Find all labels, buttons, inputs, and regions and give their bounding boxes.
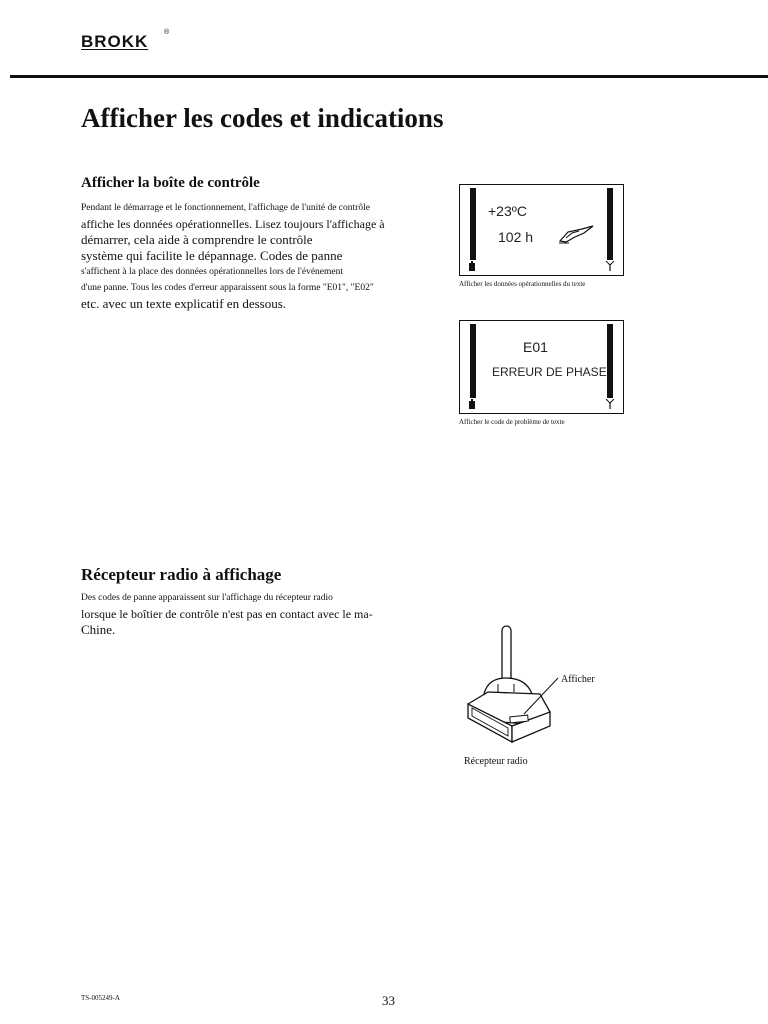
section-body-radio-receiver xyxy=(81,590,401,638)
text-line: lorsque le boîtier de contrôle n'est pas en contact avec le ma- xyxy=(81,607,373,621)
breaker-tool-icon xyxy=(557,221,597,245)
lcd-display-operational xyxy=(459,184,624,276)
brokk-logo: BROKK xyxy=(81,32,149,51)
text-line: Des codes de panne apparaissent sur l'affichage du récepteur radio xyxy=(81,593,333,603)
temperature-readout: +23ºC xyxy=(488,203,527,219)
lcd-right-bar xyxy=(607,324,613,398)
text-line: affiche les données opérationnelles. Lisez toujours l'affichage à xyxy=(81,217,385,231)
fault-message: ERREUR DE PHASE xyxy=(492,365,607,379)
section-title-radio-receiver: Récepteur radio à affichage xyxy=(81,565,282,584)
text-line: système qui facilite le dépannage. Codes de panne xyxy=(81,248,343,263)
text-line: s'affichent à la place des données opérationnelles lors de l'événement xyxy=(81,267,344,277)
text-line: démarrer, cela aide à comprendre le contrôle xyxy=(81,232,313,247)
lcd-right-bar xyxy=(607,188,613,260)
text-line: Pendant le démarrage et le fonctionnement, l'affichage de l'unité de contrôle xyxy=(81,203,370,213)
battery-icon xyxy=(468,399,477,409)
lcd-left-bar xyxy=(470,188,476,260)
battery-icon xyxy=(468,261,477,271)
header-divider xyxy=(10,75,768,78)
section-title-control-box: Afficher la boîte de contrôle xyxy=(81,175,260,191)
figure-caption-fault: Afficher le code de problème de texte xyxy=(459,418,565,426)
antenna-icon xyxy=(605,399,615,409)
text-line: Chine. xyxy=(81,622,116,637)
fault-code: E01 xyxy=(523,339,548,355)
lcd-left-bar xyxy=(470,324,476,398)
page-number: 33 xyxy=(382,993,395,1008)
figure-label-radio-receiver: Récepteur radio xyxy=(464,756,528,767)
document-reference: TS-005249-A xyxy=(81,994,120,1002)
registered-mark: ® xyxy=(164,29,170,36)
radio-receiver-illustration xyxy=(458,622,603,752)
operating-hours-readout: 102 h xyxy=(498,229,534,245)
figure-label-display: Afficher xyxy=(561,674,595,685)
antenna-icon xyxy=(605,261,615,271)
page-title: Afficher les codes et indications xyxy=(81,103,444,133)
lcd-display-fault xyxy=(459,320,624,414)
text-line: etc. avec un texte explicatif en dessous. xyxy=(81,296,287,311)
text-line: d'une panne. Tous les codes d'erreur apparaissent sous la forme "E01", "E02" xyxy=(81,283,374,293)
figure-caption-operational: Afficher les données opérationnelles du texte xyxy=(459,280,586,288)
section-body-control-box xyxy=(81,200,401,312)
